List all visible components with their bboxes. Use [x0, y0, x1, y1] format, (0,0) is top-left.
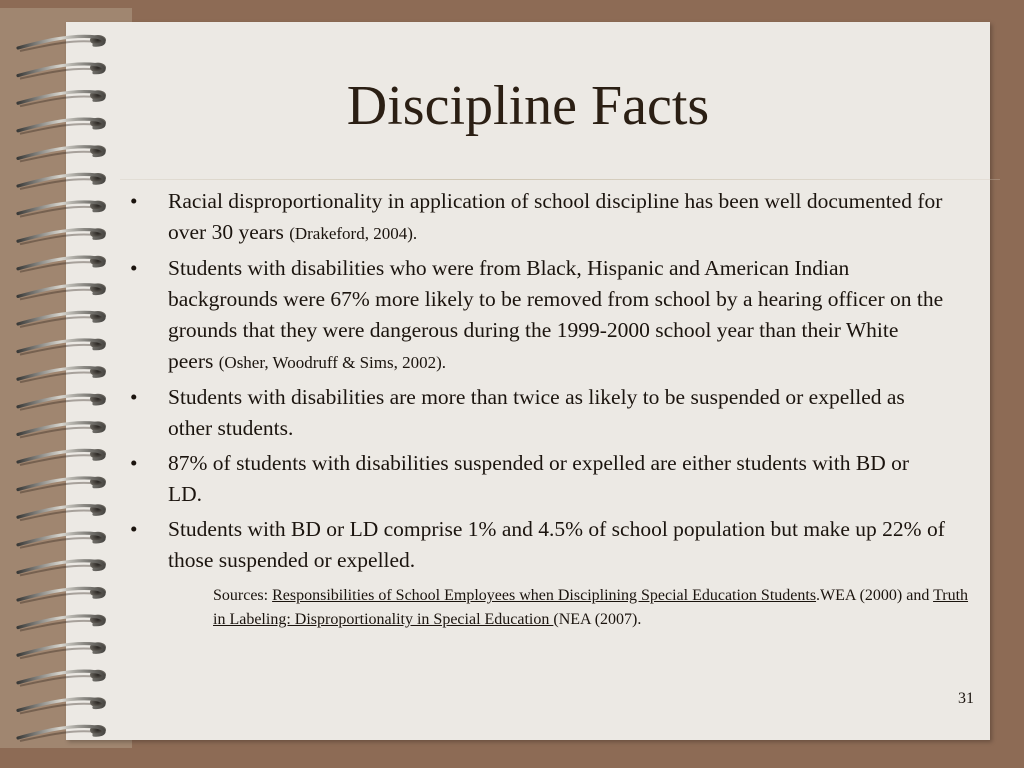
bullet-text: Students with BD or LD comprise 1% and 4.5% of school population but make up 22% of those suspended or expelled.: [168, 517, 945, 572]
source-link-wea[interactable]: Responsibilities of School Employees when Disciplining Special Education Students: [272, 587, 817, 604]
spiral-binding-ring: [18, 532, 106, 548]
spiral-binding-ring: [18, 201, 106, 217]
spiral-binding-ring: [18, 449, 106, 465]
spiral-binding-ring: [18, 394, 106, 410]
title-divider: [120, 179, 1000, 180]
bullet-text: Students with disabilities are more than twice as likely to be suspended or expelled as other students.: [168, 385, 905, 440]
spiral-binding-ring: [18, 642, 106, 658]
spiral-binding-ring: [18, 35, 106, 51]
sources-mid: .WEA (2000) and: [816, 587, 934, 604]
sources-end: (NEA (2007).: [553, 611, 642, 628]
slide-title: Discipline Facts: [346, 75, 710, 137]
spiral-binding-ring: [18, 145, 106, 161]
spiral-binding-ring: [18, 256, 106, 272]
spiral-binding-ring: [18, 421, 106, 437]
spiral-binding-ring: [18, 504, 106, 520]
bullet-symbol: •: [130, 189, 138, 213]
bullet-symbol: •: [130, 517, 138, 541]
spiral-binding-ring: [18, 311, 106, 327]
sources-label: Sources:: [213, 587, 273, 604]
bullet-list: [128, 186, 948, 580]
bullet-item: [128, 514, 948, 576]
spiral-binding-ring: [18, 670, 106, 686]
bullet-text: 87% of students with disabilities suspended or expelled are either students with BD or LD.: [168, 451, 910, 506]
bullet-symbol: •: [130, 385, 138, 409]
bullet-text: Racial disproportionality in application of school discipline has been well documented for over 30 years: [168, 189, 943, 244]
bullet-item: [128, 382, 948, 444]
spiral-binding-ring: [18, 366, 106, 382]
spiral-binding-ring: [18, 173, 106, 189]
spiral-binding-ring: [18, 559, 106, 575]
bullet-citation: (Osher, Woodruff & Sims, 2002).: [218, 353, 447, 372]
spiral-binding-ring: [18, 725, 106, 741]
spiral-binding-ring: [18, 615, 106, 631]
bullet-item: [128, 448, 948, 510]
sources-note: [213, 584, 973, 632]
bullet-text: Students with disabilities who were from Black, Hispanic and American Indian backgrounds were 67% more likely to be removed from school by a hearing officer on the grounds that they were dangerous during the 1999-2000 school year than their White peers: [168, 256, 944, 373]
spiral-binding-ring: [18, 587, 106, 603]
bullet-citation: (Drakeford, 2004).: [289, 224, 418, 243]
spiral-binding-ring: [18, 283, 106, 299]
page-number: 31: [958, 690, 974, 707]
spiral-binding-ring: [18, 228, 106, 244]
bullet-item: [128, 186, 948, 249]
spiral-binding-ring: [18, 697, 106, 713]
spiral-binding-ring: [18, 477, 106, 493]
bullet-item: [128, 253, 948, 378]
bullet-symbol: •: [130, 451, 138, 475]
bullet-symbol: •: [130, 256, 138, 280]
spiral-binding-ring: [18, 339, 106, 355]
source-link-nea[interactable]: Truth in Labeling: Disproportionality in Special Education: [213, 587, 969, 628]
